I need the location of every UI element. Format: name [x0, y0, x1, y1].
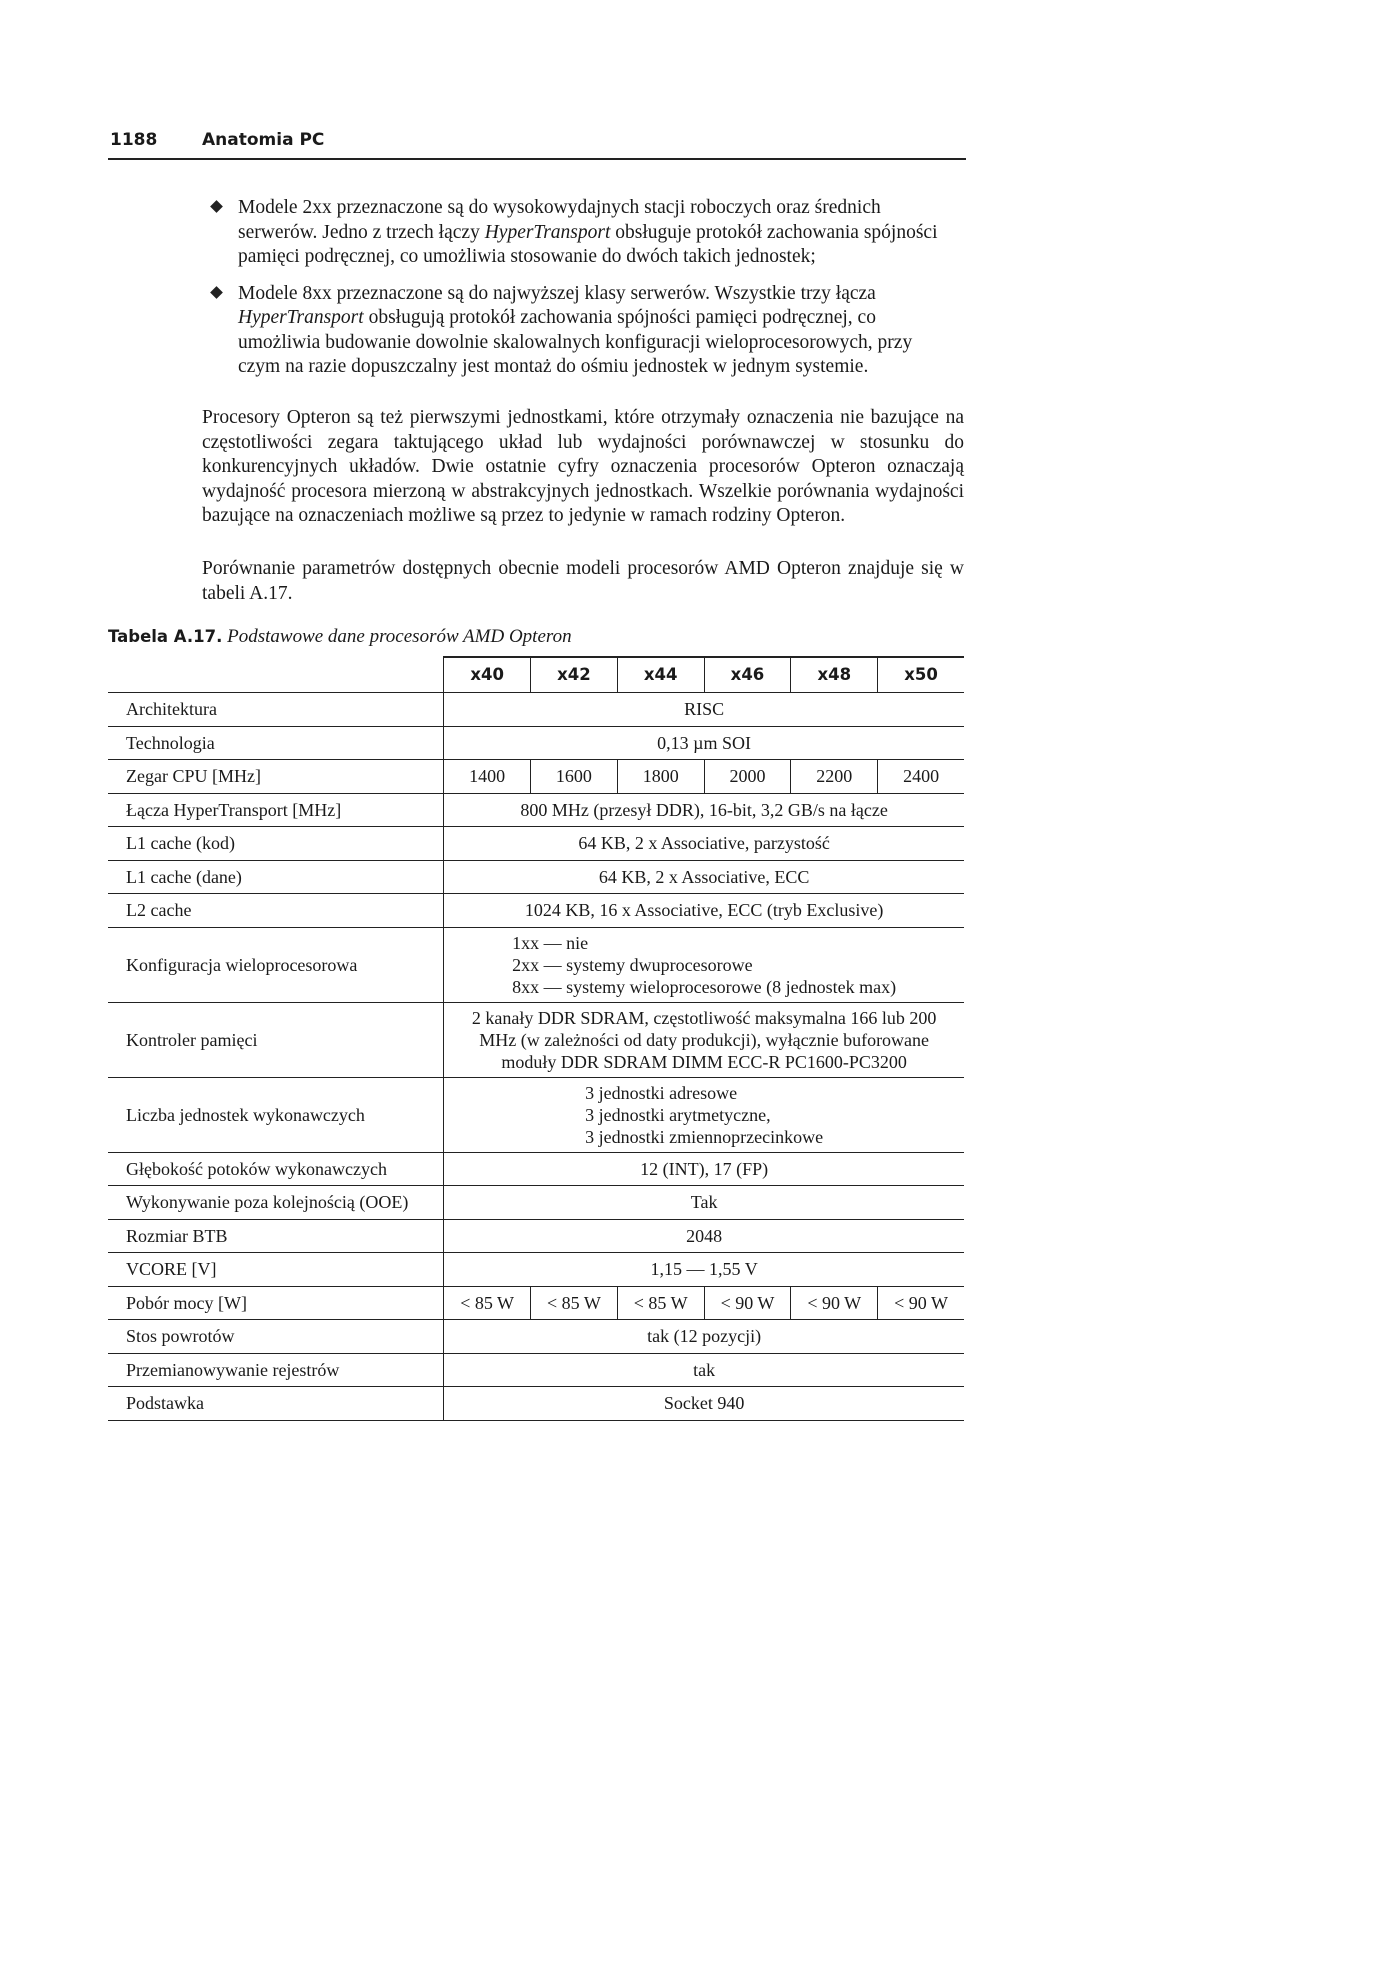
row-label: Kontroler pamięci [108, 1002, 444, 1077]
table-row [108, 827, 964, 861]
table-row [108, 1353, 964, 1387]
column-header-x44: x44 [617, 657, 704, 693]
row-label: Liczba jednostek wykonawczych [108, 1077, 444, 1152]
table-row [108, 793, 964, 827]
cell-value: 2000 [704, 760, 791, 794]
table-row [108, 860, 964, 894]
table-header-row [108, 657, 964, 693]
page-number: 1188 [110, 130, 158, 150]
table-caption-text: Podstawowe dane procesorów AMD Opteron [227, 626, 572, 647]
diamond-bullet-icon [212, 196, 224, 220]
row-label: Konfiguracja wieloprocesorowa [108, 927, 444, 1002]
cell-value: < 85 W [617, 1286, 704, 1320]
cell-value: 2200 [791, 760, 878, 794]
row-value: RISC [444, 693, 964, 727]
row-value: 0,13 µm SOI [444, 726, 964, 760]
row-label: L1 cache (kod) [108, 827, 444, 861]
row-value: 1024 KB, 16 x Associative, ECC (tryb Exclusive) [444, 894, 964, 928]
column-header-x40: x40 [444, 657, 531, 693]
table-row [108, 1219, 964, 1253]
row-label: Wykonywanie poza kolejnością (OOE) [108, 1186, 444, 1220]
column-header-x46: x46 [704, 657, 791, 693]
value-line: 3 jednostki adresowe [585, 1082, 738, 1103]
row-value: 64 KB, 2 x Associative, parzystość [444, 827, 964, 861]
page-header [108, 128, 966, 160]
value-line: 3 jednostki arytmetyczne, [585, 1104, 771, 1125]
row-value: 64 KB, 2 x Associative, ECC [444, 860, 964, 894]
cell-value: < 85 W [444, 1286, 531, 1320]
row-value: 2048 [444, 1219, 964, 1253]
list-item: Modele 8xx przeznaczone są do najwyższej klasy serwerów. Wszystkie trzy łącza HyperTransport obsługują protokół zachowania spójności pamięci podręcznej, co umożliwia budowanie dowolnie skalowalnych konfiguracji wieloprocesorowych, przy czym na razie dopuszczalny jest montaż do ośmiu jednostek w jednym systemie. [212, 282, 942, 380]
row-label: Podstawka [108, 1387, 444, 1421]
table-row [108, 894, 964, 928]
row-value: tak (12 pozycji) [444, 1320, 964, 1354]
row-value: Socket 940 [444, 1387, 964, 1421]
running-title: Anatomia PC [202, 130, 325, 150]
row-label: Technologia [108, 726, 444, 760]
row-value: tak [444, 1353, 964, 1387]
table-row [108, 1286, 964, 1320]
row-label: L1 cache (dane) [108, 860, 444, 894]
table-row [108, 1077, 964, 1152]
value-line: moduły DDR SDRAM DIMM ECC-R PC1600-PC3200 [501, 1051, 907, 1072]
header-blank-cell [108, 657, 444, 693]
column-header-x42: x42 [531, 657, 618, 693]
table-row [108, 1186, 964, 1220]
table-row [108, 726, 964, 760]
row-label: Architektura [108, 693, 444, 727]
cell-value: < 85 W [531, 1286, 618, 1320]
bullet-list [212, 196, 942, 392]
value-line: 3 jednostki zmiennoprzecinkowe [585, 1126, 824, 1147]
row-value: Tak [444, 1186, 964, 1220]
table-caption-label: Tabela A.17. [108, 627, 223, 646]
cell-value: < 90 W [878, 1286, 964, 1320]
cell-value: 1600 [531, 760, 618, 794]
cell-value: 1800 [617, 760, 704, 794]
row-label: Zegar CPU [MHz] [108, 760, 444, 794]
cell-value: < 90 W [791, 1286, 878, 1320]
diamond-bullet-icon [212, 282, 224, 306]
column-header-x50: x50 [878, 657, 964, 693]
table-row [108, 693, 964, 727]
row-label: L2 cache [108, 894, 444, 928]
row-value [444, 927, 964, 1002]
value-line: 8xx — systemy wieloprocesorowe (8 jednostek max) [512, 976, 897, 997]
row-label: Stos powrotów [108, 1320, 444, 1354]
value-line: MHz (w zależności od daty produkcji), wyłącznie buforowane [479, 1029, 930, 1050]
column-header-x48: x48 [791, 657, 878, 693]
value-line: 2 kanały DDR SDRAM, częstotliwość maksymalna 166 lub 200 [471, 1007, 937, 1028]
row-value [444, 1077, 964, 1152]
table-row [108, 760, 964, 794]
row-value [444, 1002, 964, 1077]
table-row [108, 927, 964, 1002]
row-label: VCORE [V] [108, 1253, 444, 1287]
row-label: Łącza HyperTransport [MHz] [108, 793, 444, 827]
value-line: 1xx — nie [512, 932, 589, 953]
table-row [108, 1387, 964, 1421]
value-line: 2xx — systemy dwuprocesorowe [512, 954, 753, 975]
table-caption [108, 626, 968, 648]
row-label: Pobór mocy [W] [108, 1286, 444, 1320]
table-row [108, 1002, 964, 1077]
row-value: 1,15 — 1,55 V [444, 1253, 964, 1287]
table-row [108, 1320, 964, 1354]
row-label: Rozmiar BTB [108, 1219, 444, 1253]
row-value: 800 MHz (przesył DDR), 16-bit, 3,2 GB/s na łącze [444, 793, 964, 827]
paragraph-opteron-naming: Procesory Opteron są też pierwszymi jednostkami, które otrzymały oznaczenia nie bazujące na częstotliwości zegara taktującego układ lub wydajności porównawczej w stosunku do konkurencyjnych układów. Dwie ostatnie cyfry oznaczenia procesorów Opteron oznaczają wydajność procesora mierzoną w abstrakcyjnych jednostkach. Wszelkie porównania wydajności bazujące na oznaczeniach możliwe są przez to jedynie w ramach rodziny Opteron. [202, 407, 964, 526]
cell-value: < 90 W [704, 1286, 791, 1320]
row-label: Głębokość potoków wykonawczych [108, 1152, 444, 1186]
opteron-spec-table [108, 656, 964, 1421]
table-row [108, 1152, 964, 1186]
row-value: 12 (INT), 17 (FP) [444, 1152, 964, 1186]
list-item: Modele 2xx przeznaczone są do wysokowydajnych stacji roboczych oraz średnich serwerów. Jedno z trzech łączy HyperTransport obsługuje protokół zachowania spójności pamięci podręcznej, co umożliwia stosowanie do dwóch takich jednostek; [212, 196, 942, 270]
cell-value: 2400 [878, 760, 964, 794]
table-row [108, 1253, 964, 1287]
cell-value: 1400 [444, 760, 531, 794]
paragraph-table-reference: Porównanie parametrów dostępnych obecnie modeli procesorów AMD Opteron znajduje się w tabeli A.17. [202, 558, 964, 604]
row-label: Przemianowywanie rejestrów [108, 1353, 444, 1387]
